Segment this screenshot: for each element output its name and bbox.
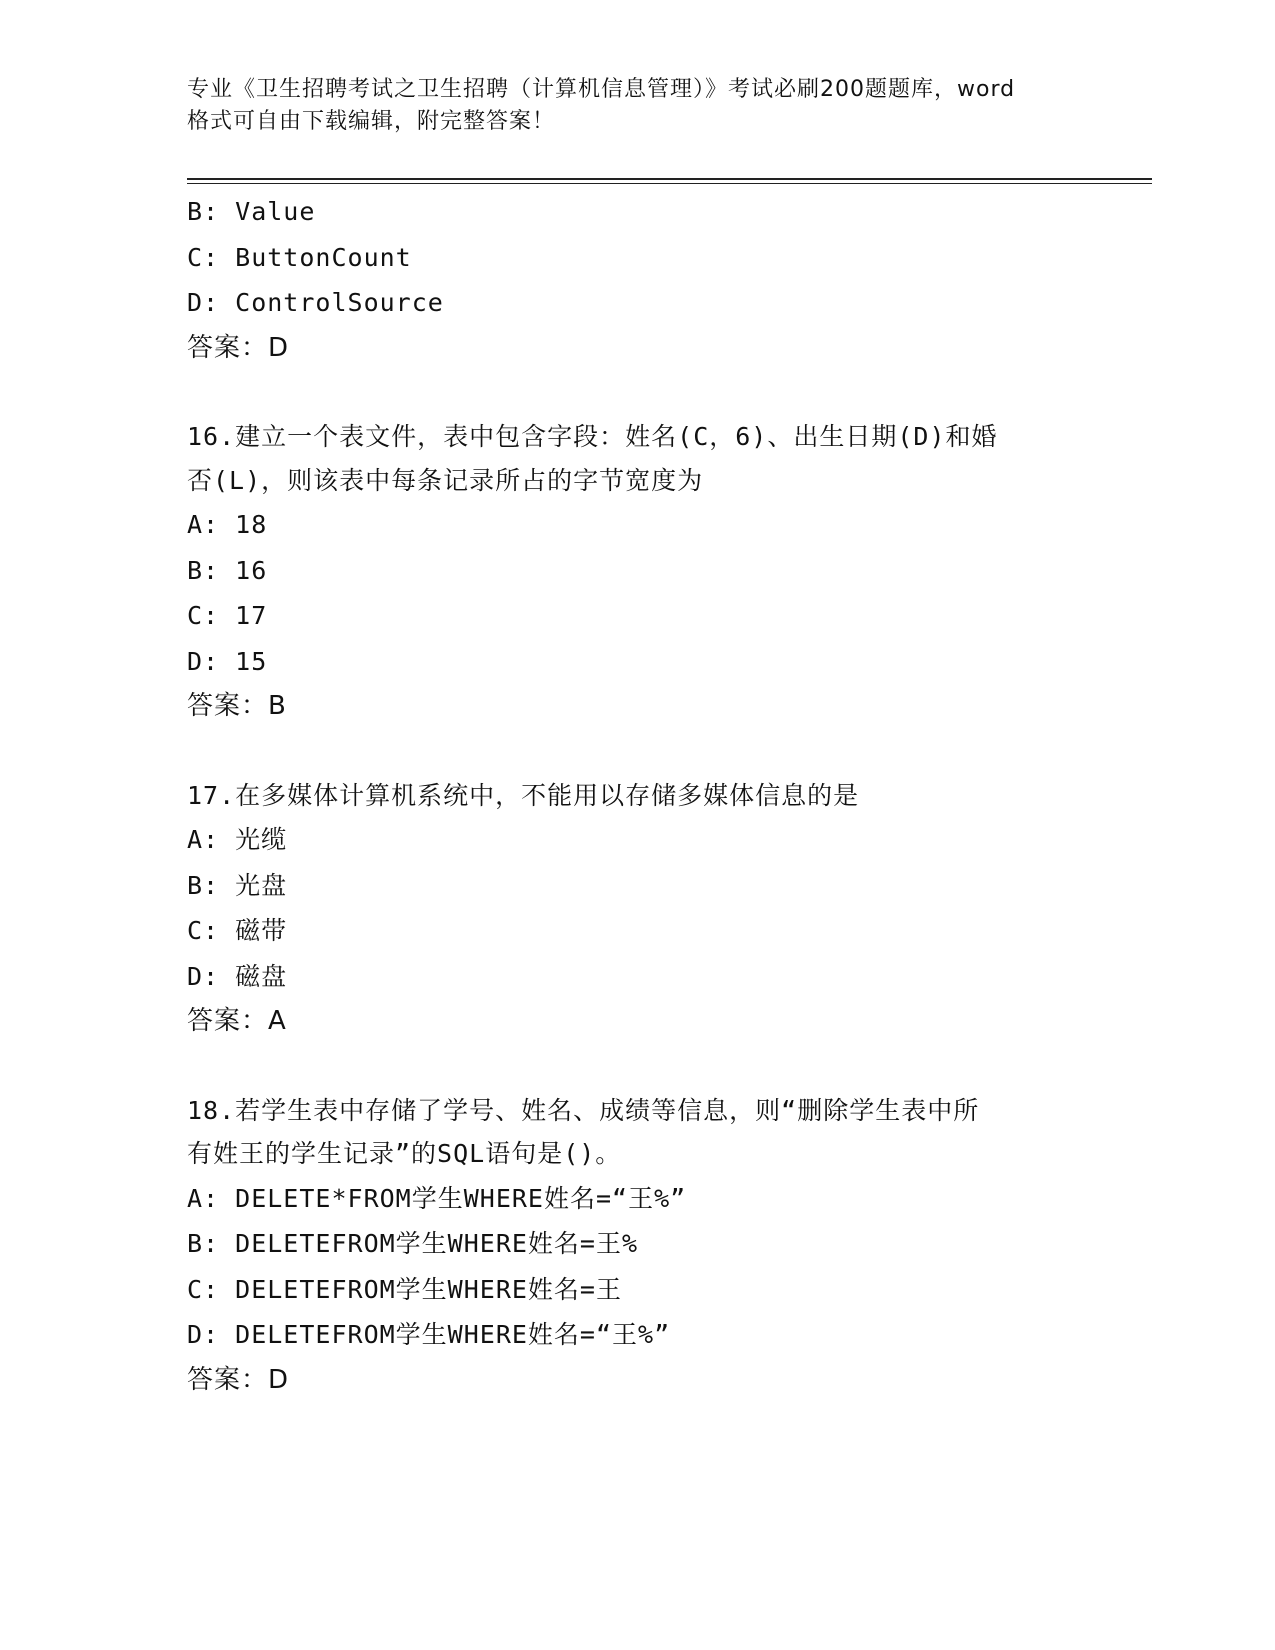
answer-line: 答案：D bbox=[187, 1364, 290, 1395]
option-c: C: DELETEFROM学生WHERE姓名=王 bbox=[187, 1274, 622, 1304]
question-stem-line: 否(L)，则该表中每条记录所占的字节宽度为 bbox=[187, 465, 704, 495]
option-a: A: 18 bbox=[187, 510, 268, 539]
option-b: B: Value bbox=[187, 197, 316, 226]
option-d: D: ControlSource bbox=[187, 288, 444, 317]
question-stem-line: 16.建立一个表文件，表中包含字段：姓名(C，6)、出生日期(D)和婚 bbox=[187, 422, 998, 451]
answer-line: 答案：D bbox=[187, 332, 290, 363]
header-line-1: 专业《卫生招聘考试之卫生招聘（计算机信息管理）》考试必刷200题题库，word bbox=[187, 77, 1016, 102]
option-b: B: 光盘 bbox=[187, 870, 288, 900]
question-stem-line: 17.在多媒体计算机系统中，不能用以存储多媒体信息的是 bbox=[187, 780, 860, 810]
question-list bbox=[187, 189, 1087, 1403]
spacer bbox=[187, 371, 1087, 415]
option-c: C: ButtonCount bbox=[187, 242, 412, 272]
option-b: B: DELETEFROM学生WHERE姓名=王% bbox=[187, 1229, 639, 1258]
spacer bbox=[187, 730, 1087, 774]
option-d: D: DELETEFROM学生WHERE姓名=“王%” bbox=[187, 1320, 671, 1349]
question-block-16 bbox=[187, 415, 1087, 730]
option-d: D: 15 bbox=[187, 646, 268, 676]
option-c: C: 17 bbox=[187, 601, 268, 630]
header-divider-thin bbox=[187, 183, 1152, 184]
header-divider-thick bbox=[187, 178, 1152, 180]
answer-line: 答案：B bbox=[187, 691, 287, 721]
option-a: A: DELETE*FROM学生WHERE姓名=“王%” bbox=[187, 1183, 687, 1213]
answer-line: 答案：A bbox=[187, 1006, 287, 1036]
question-block-17 bbox=[187, 774, 1087, 1045]
option-d: D: 磁盘 bbox=[187, 961, 288, 991]
spacer bbox=[187, 1045, 1087, 1089]
document-header bbox=[187, 74, 1087, 138]
question-stem-line: 有姓王的学生记录”的SQL语句是()。 bbox=[187, 1139, 622, 1168]
question-block-18 bbox=[187, 1089, 1087, 1404]
option-b: B: 16 bbox=[187, 555, 268, 585]
question-stem-line: 18.若学生表中存储了学号、姓名、成绩等信息，则“删除学生表中所 bbox=[187, 1095, 980, 1125]
question-block-prev bbox=[187, 189, 1087, 371]
option-c: C: 磁带 bbox=[187, 916, 288, 945]
option-a: A: 光缆 bbox=[187, 825, 288, 854]
header-line-2: 格式可自由下载编辑，附完整答案！ bbox=[187, 109, 556, 134]
